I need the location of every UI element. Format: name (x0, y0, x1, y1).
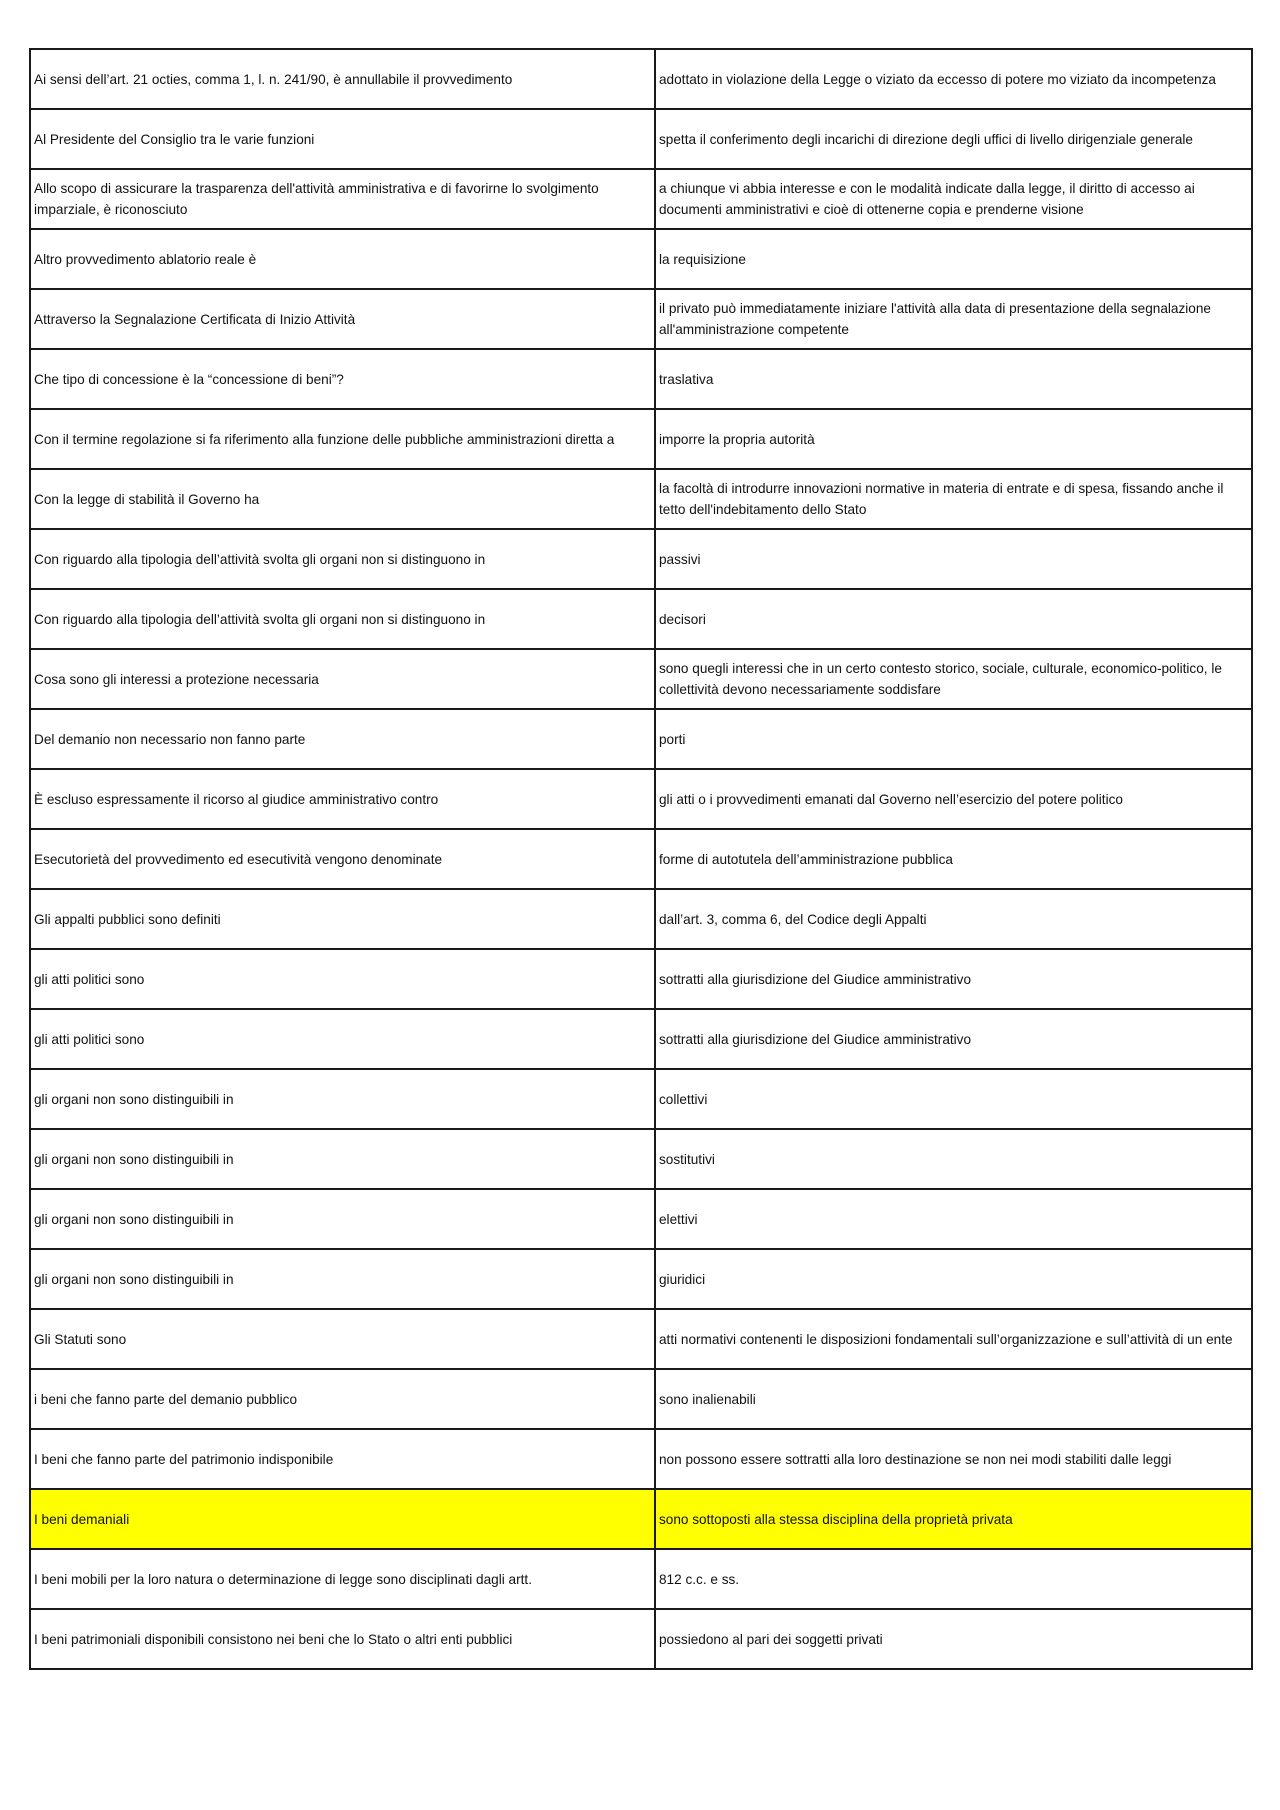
table-row (30, 1129, 1252, 1189)
table-row-highlighted (30, 1489, 1252, 1549)
answer-cell: passivi (655, 529, 1252, 589)
question-cell: gli organi non sono distinguibili in (30, 1069, 655, 1129)
table-row (30, 589, 1252, 649)
table-row (30, 1429, 1252, 1489)
table-row (30, 289, 1252, 349)
table-row (30, 529, 1252, 589)
question-cell: Altro provvedimento ablatorio reale è (30, 229, 655, 289)
answer-cell: possiedono al pari dei soggetti privati (655, 1609, 1252, 1669)
answer-cell: a chiunque vi abbia interesse e con le modalità indicate dalla legge, il diritto di accesso ai documenti amministrativi e cioè di ottenerne copia e prenderne visione (655, 169, 1252, 229)
answer-cell: forme di autotutela dell’amministrazione pubblica (655, 829, 1252, 889)
question-cell: gli organi non sono distinguibili in (30, 1249, 655, 1309)
answer-cell: la requisizione (655, 229, 1252, 289)
question-cell: Allo scopo di assicurare la trasparenza dell'attività amministrativa e di favorirne lo svolgimento imparziale, è riconosciuto (30, 169, 655, 229)
question-cell: Al Presidente del Consiglio tra le varie funzioni (30, 109, 655, 169)
table-row (30, 1069, 1252, 1129)
answer-cell: sono sottoposti alla stessa disciplina della proprietà privata (655, 1489, 1252, 1549)
table-row (30, 769, 1252, 829)
table-row (30, 709, 1252, 769)
question-cell: Del demanio non necessario non fanno parte (30, 709, 655, 769)
question-cell: Con riguardo alla tipologia dell’attività svolta gli organi non si distinguono in (30, 529, 655, 589)
question-cell: gli organi non sono distinguibili in (30, 1189, 655, 1249)
table-row (30, 109, 1252, 169)
table-row (30, 1009, 1252, 1069)
table-row (30, 1309, 1252, 1369)
question-cell: Esecutorietà del provvedimento ed esecutività vengono denominate (30, 829, 655, 889)
answer-cell: collettivi (655, 1069, 1252, 1129)
table-row (30, 49, 1252, 109)
answer-cell: imporre la propria autorità (655, 409, 1252, 469)
document-sheet (29, 48, 1251, 1670)
answer-cell: sottratti alla giurisdizione del Giudice amministrativo (655, 949, 1252, 1009)
table-row (30, 889, 1252, 949)
table-row (30, 829, 1252, 889)
answer-cell: 812 c.c. e ss. (655, 1549, 1252, 1609)
question-cell: gli atti politici sono (30, 949, 655, 1009)
question-cell: Attraverso la Segnalazione Certificata di Inizio Attività (30, 289, 655, 349)
qa-table-body (30, 49, 1252, 1669)
answer-cell: traslativa (655, 349, 1252, 409)
table-row (30, 1549, 1252, 1609)
table-row (30, 409, 1252, 469)
answer-cell: sottratti alla giurisdizione del Giudice amministrativo (655, 1009, 1252, 1069)
table-row (30, 469, 1252, 529)
answer-cell: giuridici (655, 1249, 1252, 1309)
question-cell: È escluso espressamente il ricorso al giudice amministrativo contro (30, 769, 655, 829)
question-cell: Gli Statuti sono (30, 1309, 655, 1369)
answer-cell: atti normativi contenenti le disposizioni fondamentali sull’organizzazione e sull’attività di un ente (655, 1309, 1252, 1369)
table-row (30, 1249, 1252, 1309)
question-cell: Cosa sono gli interessi a protezione necessaria (30, 649, 655, 709)
question-cell: i beni che fanno parte del demanio pubblico (30, 1369, 655, 1429)
answer-cell: decisori (655, 589, 1252, 649)
question-cell: Gli appalti pubblici sono definiti (30, 889, 655, 949)
question-cell: I beni che fanno parte del patrimonio indisponibile (30, 1429, 655, 1489)
table-row (30, 949, 1252, 1009)
answer-cell: adottato in violazione della Legge o viziato da eccesso di potere mo viziato da incompetenza (655, 49, 1252, 109)
answer-cell: la facoltà di introdurre innovazioni normative in materia di entrate e di spesa, fissando anche il tetto dell'indebitamento dello Stato (655, 469, 1252, 529)
table-row (30, 1369, 1252, 1429)
answer-cell: gli atti o i provvedimenti emanati dal Governo nell’esercizio del potere politico (655, 769, 1252, 829)
question-cell: I beni patrimoniali disponibili consistono nei beni che lo Stato o altri enti pubblici (30, 1609, 655, 1669)
answer-cell: sostitutivi (655, 1129, 1252, 1189)
qa-table (29, 48, 1253, 1670)
answer-cell: il privato può immediatamente iniziare l'attività alla data di presentazione della segnalazione all'amministrazione competente (655, 289, 1252, 349)
table-row (30, 1189, 1252, 1249)
question-cell: Con riguardo alla tipologia dell’attività svolta gli organi non si distinguono in (30, 589, 655, 649)
question-cell: Con il termine regolazione si fa riferimento alla funzione delle pubbliche amministrazioni diretta a (30, 409, 655, 469)
table-row (30, 349, 1252, 409)
table-row (30, 169, 1252, 229)
question-cell: I beni mobili per la loro natura o determinazione di legge sono disciplinati dagli artt. (30, 1549, 655, 1609)
answer-cell: elettivi (655, 1189, 1252, 1249)
answer-cell: sono inalienabili (655, 1369, 1252, 1429)
question-cell: I beni demaniali (30, 1489, 655, 1549)
answer-cell: spetta il conferimento degli incarichi di direzione degli uffici di livello dirigenziale generale (655, 109, 1252, 169)
question-cell: gli organi non sono distinguibili in (30, 1129, 655, 1189)
question-cell: Che tipo di concessione è la “concessione di beni”? (30, 349, 655, 409)
table-row (30, 649, 1252, 709)
answer-cell: porti (655, 709, 1252, 769)
question-cell: Ai sensi dell’art. 21 octies, comma 1, l. n. 241/90, è annullabile il provvedimento (30, 49, 655, 109)
question-cell: Con la legge di stabilità il Governo ha (30, 469, 655, 529)
question-cell: gli atti politici sono (30, 1009, 655, 1069)
table-row (30, 229, 1252, 289)
answer-cell: sono quegli interessi che in un certo contesto storico, sociale, culturale, economico-politico, le collettività devono necessariamente soddisfare (655, 649, 1252, 709)
table-row (30, 1609, 1252, 1669)
answer-cell: non possono essere sottratti alla loro destinazione se non nei modi stabiliti dalle leggi (655, 1429, 1252, 1489)
answer-cell: dall’art. 3, comma 6, del Codice degli Appalti (655, 889, 1252, 949)
